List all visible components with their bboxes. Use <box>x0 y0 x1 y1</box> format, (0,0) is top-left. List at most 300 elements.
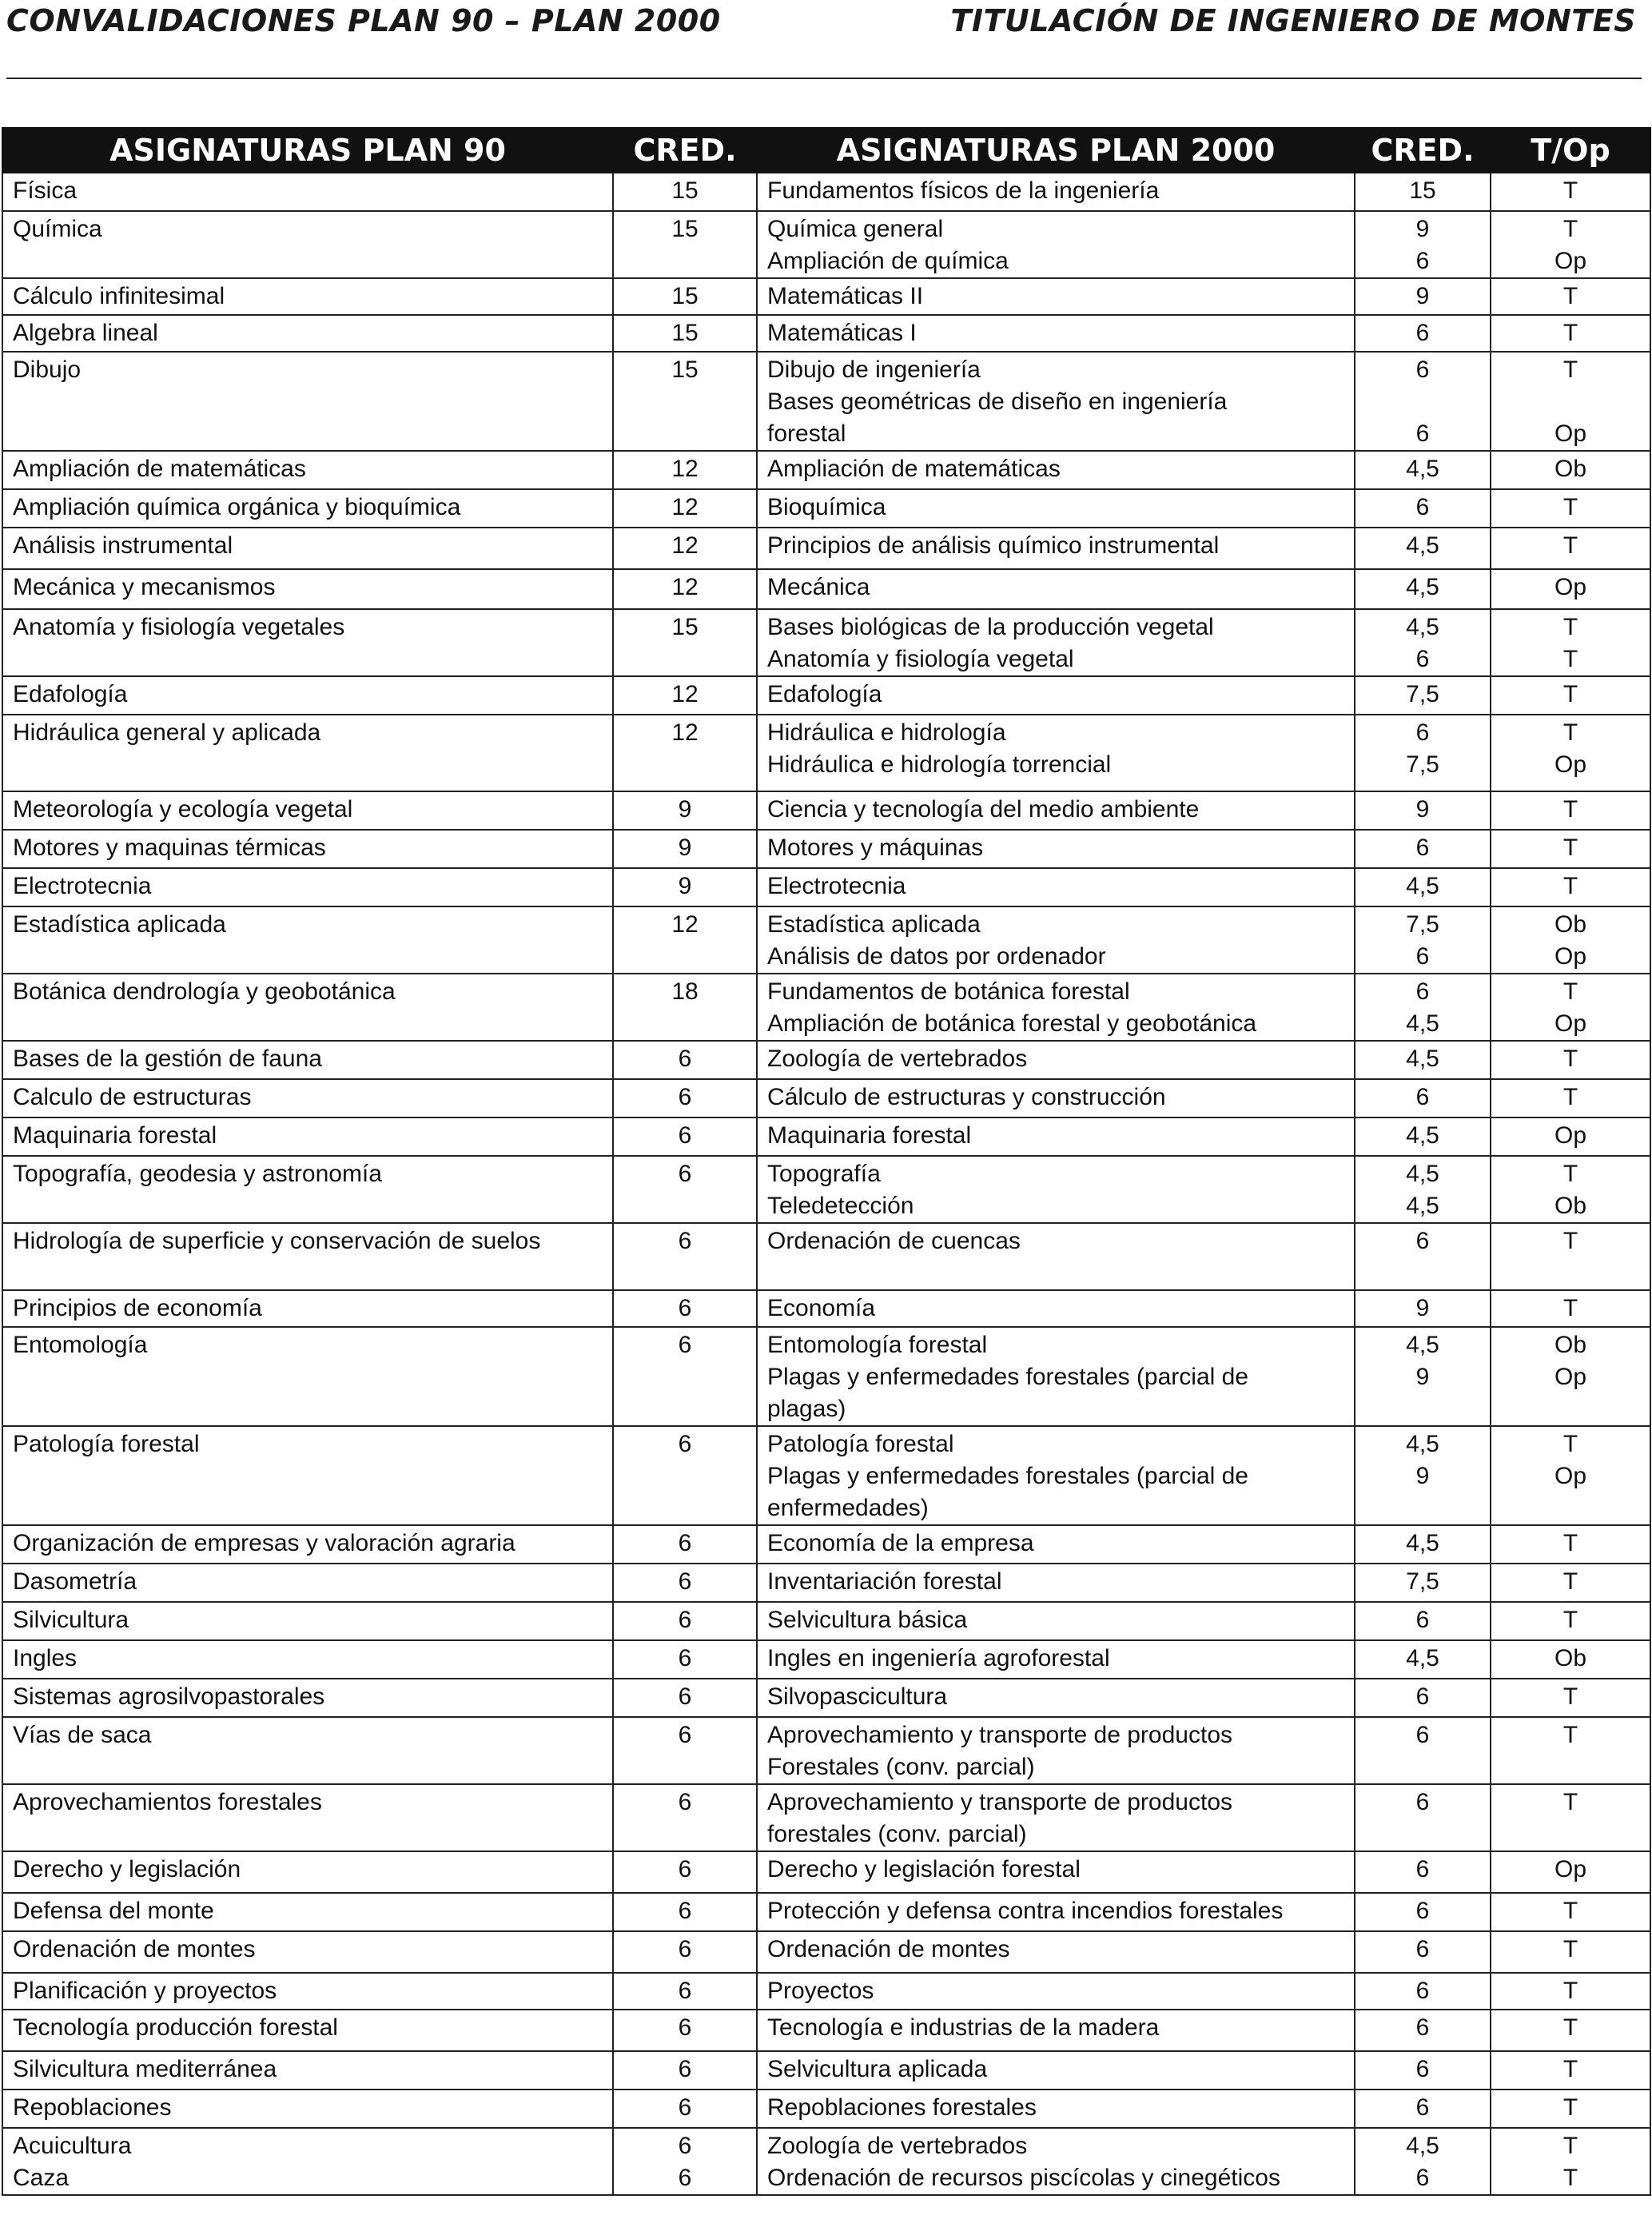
subject-plan90-text: Hidráulica general y aplicada <box>13 719 321 746</box>
subject-plan90-cell <box>2 1640 613 1679</box>
credits-plan2000-cell <box>1355 868 1491 906</box>
credits-plan2000-line: 6 <box>1415 2014 1430 2041</box>
credits-plan90-cell <box>613 1327 757 1426</box>
subject-plan90-cell <box>2 1851 613 1893</box>
table-row <box>2 1041 1650 1079</box>
table-row <box>2 352 1650 451</box>
subject-plan2000-line: Principios de análisis químico instrumental <box>767 532 1220 559</box>
credits-plan90-text: 6 <box>678 1683 692 1710</box>
subject-plan2000-line: plagas) <box>767 1396 846 1422</box>
subject-plan2000-line: Motores y máquinas <box>767 835 984 861</box>
subject-plan90-cell <box>2 352 613 451</box>
credits-plan90-text: 15 <box>671 320 699 346</box>
credits-plan90-cell <box>613 676 757 715</box>
type-cell <box>1491 451 1650 489</box>
credits-plan2000-line: 6 <box>1415 357 1430 383</box>
type-line: Ob <box>1554 911 1587 938</box>
credits-plan2000-line: 6 <box>1415 835 1430 861</box>
subject-plan2000-cell <box>757 2010 1355 2051</box>
type-line: Op <box>1554 1122 1587 1149</box>
col-header-subject-plan2000: ASIGNATURAS PLAN 2000 <box>757 128 1355 173</box>
subject-plan90-text: Aprovechamientos forestales <box>13 1789 322 1815</box>
credits-plan90-line: 6 <box>678 2133 692 2159</box>
subject-plan2000-cell <box>757 1679 1355 1717</box>
credits-plan2000-cell <box>1355 906 1491 974</box>
subject-plan2000-line: Matemáticas II <box>767 283 924 309</box>
credits-plan2000-line: 6 <box>1415 248 1430 274</box>
type-cell <box>1491 830 1650 868</box>
type-line <box>1501 1393 1640 1425</box>
type-cell <box>1491 1640 1650 1679</box>
type-cell <box>1491 1290 1650 1327</box>
credits-plan90-cell <box>613 830 757 868</box>
subject-plan2000-line: forestal <box>767 420 846 447</box>
credits-plan90-cell <box>613 1851 757 1893</box>
credits-plan90-text: 9 <box>678 796 692 823</box>
subject-plan2000-line: Mecánica <box>767 574 870 600</box>
type-line: T <box>1562 978 1578 1005</box>
credits-plan90-cell <box>613 489 757 528</box>
credits-plan90-cell <box>613 791 757 830</box>
col-header-type: T/Op <box>1491 128 1650 173</box>
table-row <box>2 1564 1650 1602</box>
subject-plan2000-line: enfermedades) <box>767 1495 929 1521</box>
subject-plan90-cell <box>2 315 613 352</box>
type-cell <box>1491 2010 1650 2051</box>
table-row <box>2 609 1650 676</box>
credits-plan2000-line: 6 <box>1415 1722 1430 1748</box>
credits-plan2000-cell <box>1355 1717 1491 1784</box>
subject-plan2000-cell <box>757 1079 1355 1117</box>
type-cell <box>1491 489 1650 528</box>
subject-plan2000-cell <box>757 1525 1355 1564</box>
table-row <box>2 1893 1650 1931</box>
credits-plan90-cell <box>613 974 757 1041</box>
subject-plan2000-line: Edafología <box>767 681 882 707</box>
table-row <box>2 715 1650 791</box>
type-line: T <box>1562 2133 1578 2159</box>
subject-plan2000-cell <box>757 1156 1355 1223</box>
subject-plan90-cell <box>2 1041 613 1079</box>
type-cell <box>1491 1327 1650 1426</box>
type-cell <box>1491 528 1650 569</box>
credits-plan2000-cell <box>1355 569 1491 609</box>
subject-plan2000-line: Zoología de vertebrados <box>767 2133 1028 2159</box>
subject-plan90-text: Dasometría <box>13 1568 137 1595</box>
subject-plan90-cell <box>2 676 613 715</box>
credits-plan90-cell <box>613 1602 757 1640</box>
subject-plan90-cell <box>2 2051 613 2090</box>
type-line: Op <box>1554 248 1587 274</box>
credits-plan90-cell <box>613 1640 757 1679</box>
subject-plan2000-cell <box>757 1893 1355 1931</box>
credits-plan2000-line: 6 <box>1415 1898 1430 1924</box>
credits-plan90-text: 6 <box>678 1722 692 1748</box>
credits-plan2000-line: 7,5 <box>1406 1568 1439 1595</box>
credits-plan2000-line: 9 <box>1415 1364 1430 1390</box>
type-line <box>1501 386 1640 418</box>
document-header-right: TITULACIÓN DE INGENIERO DE MONTES <box>950 3 1636 38</box>
credits-plan2000-line: 4,5 <box>1406 1431 1439 1457</box>
credits-plan90-text: 15 <box>671 177 699 204</box>
credits-plan2000-line: 7,5 <box>1406 911 1439 938</box>
col-header-credits-plan90: CRED. <box>613 128 757 173</box>
credits-plan2000-cell <box>1355 1327 1491 1426</box>
type-cell <box>1491 1079 1650 1117</box>
subject-plan2000-cell <box>757 1851 1355 1893</box>
type-line: Op <box>1554 574 1587 600</box>
credits-plan90-cell <box>613 1893 757 1931</box>
subject-plan90-text: Meteorología y ecología vegetal <box>13 796 353 823</box>
subject-plan2000-line: Ampliación de botánica forestal y geobotánica <box>767 1010 1257 1037</box>
subject-plan2000-line: Maquinaria forestal <box>767 1122 972 1149</box>
type-line: T <box>1562 1161 1578 1187</box>
table-row <box>2 1679 1650 1717</box>
subject-plan2000-line: Plagas y enfermedades forestales (parcial de <box>767 1364 1248 1390</box>
credits-plan2000-line: 4,5 <box>1406 1161 1439 1187</box>
credits-plan2000-cell <box>1355 1784 1491 1851</box>
subject-plan2000-line: Ampliación de matemáticas <box>767 456 1061 482</box>
credits-plan90-cell <box>613 1117 757 1156</box>
subject-plan90-text: Mecánica y mecanismos <box>13 574 276 600</box>
type-cell <box>1491 2128 1650 2195</box>
subject-plan90-text: Hidrología de superficie y conservación de suelos <box>13 1228 541 1254</box>
subject-plan2000-line: Aprovechamiento y transporte de productos <box>767 1789 1232 1815</box>
subject-plan90-text: Estadística aplicada <box>13 911 226 938</box>
subject-plan90-text: Algebra lineal <box>13 320 158 346</box>
subject-plan2000-cell <box>757 2090 1355 2128</box>
type-line: T <box>1562 1530 1578 1556</box>
credits-plan90-cell <box>613 1426 757 1525</box>
subject-plan2000-cell <box>757 1290 1355 1327</box>
type-line: T <box>1562 873 1578 899</box>
credits-plan2000-line: 4,5 <box>1406 1332 1439 1358</box>
type-line: Op <box>1554 1010 1587 1037</box>
type-line: T <box>1562 177 1578 204</box>
type-cell <box>1491 906 1650 974</box>
subject-plan2000-line: Proyectos <box>767 1978 874 2004</box>
table-row <box>2 1931 1650 1973</box>
subject-plan2000-cell <box>757 1426 1355 1525</box>
subject-plan2000-line: Estadística aplicada <box>767 911 981 938</box>
subject-plan2000-cell <box>757 278 1355 315</box>
type-line <box>1501 1492 1640 1524</box>
credits-plan90-cell <box>613 1564 757 1602</box>
subject-plan2000-cell <box>757 315 1355 352</box>
subject-plan90-text: Patología forestal <box>13 1431 200 1457</box>
subject-plan90-line: Caza <box>13 2165 70 2191</box>
subject-plan90-cell <box>2 609 613 676</box>
subject-plan90-cell <box>2 1327 613 1426</box>
subject-plan2000-cell <box>757 1117 1355 1156</box>
credits-plan2000-line: 4,5 <box>1406 614 1439 640</box>
credits-plan90-text: 6 <box>678 1295 692 1321</box>
subject-plan90-text: Química <box>13 216 102 242</box>
credits-plan90-cell <box>613 1290 757 1327</box>
credits-plan90-cell <box>613 2051 757 2090</box>
subject-plan90-cell <box>2 1564 613 1602</box>
credits-plan90-cell <box>613 906 757 974</box>
type-line: T <box>1562 283 1578 309</box>
type-line: T <box>1562 681 1578 707</box>
credits-plan90-cell <box>613 2010 757 2051</box>
credits-plan2000-cell <box>1355 1041 1491 1079</box>
subject-plan90-cell <box>2 489 613 528</box>
type-cell <box>1491 1564 1650 1602</box>
type-line: T <box>1562 1084 1578 1110</box>
credits-plan2000-line: 4,5 <box>1406 532 1439 559</box>
credits-plan90-cell <box>613 278 757 315</box>
credits-plan90-cell <box>613 2090 757 2128</box>
type-line: Ob <box>1554 456 1587 482</box>
type-line: Ob <box>1554 1193 1587 1219</box>
subject-plan90-cell <box>2 1223 613 1290</box>
subject-plan90-cell <box>2 715 613 791</box>
subject-plan2000-cell <box>757 2051 1355 2090</box>
subject-plan2000-line: Electrotecnia <box>767 873 906 899</box>
type-cell <box>1491 2051 1650 2090</box>
subject-plan2000-line: Derecho y legislación forestal <box>767 1856 1081 1882</box>
subject-plan90-text: Calculo de estructuras <box>13 1084 252 1110</box>
convalidation-table <box>2 127 1651 2196</box>
type-line: T <box>1562 532 1578 559</box>
credits-plan2000-cell <box>1355 1525 1491 1564</box>
table-row <box>2 1327 1650 1426</box>
credits-plan90-text: 9 <box>678 835 692 861</box>
credits-plan2000-cell <box>1355 1931 1491 1973</box>
subject-plan2000-line: Hidráulica e hidrología <box>767 719 1006 746</box>
subject-plan2000-line: Bases geométricas de diseño en ingeniería <box>767 388 1228 415</box>
credits-plan90-text: 6 <box>678 1084 692 1110</box>
table-body <box>2 173 1650 2195</box>
credits-plan2000-line: 4,5 <box>1406 2133 1439 2159</box>
credits-plan2000-cell <box>1355 1079 1491 1117</box>
credits-plan90-text: 6 <box>678 1645 692 1671</box>
table-row <box>2 569 1650 609</box>
credits-plan90-text: 6 <box>678 1978 692 2004</box>
subject-plan90-text: Motores y maquinas térmicas <box>13 835 326 861</box>
credits-plan2000-line: 4,5 <box>1406 1530 1439 1556</box>
credits-plan2000-line: 7,5 <box>1406 751 1439 778</box>
credits-plan2000-cell <box>1355 2090 1491 2128</box>
subject-plan2000-line: Ciencia y tecnología del medio ambiente <box>767 796 1200 823</box>
subject-plan90-text: Sistemas agrosilvopastorales <box>13 1683 325 1710</box>
type-line: T <box>1562 796 1578 823</box>
subject-plan2000-line: Economía de la empresa <box>767 1530 1034 1556</box>
credits-plan90-cell <box>613 569 757 609</box>
credits-plan2000-cell <box>1355 1564 1491 1602</box>
table-row <box>2 1117 1650 1156</box>
subject-plan90-cell <box>2 2128 613 2195</box>
credits-plan90-text: 6 <box>678 1228 692 1254</box>
credits-plan2000-cell <box>1355 715 1491 791</box>
subject-plan2000-line: Fundamentos físicos de la ingeniería <box>767 177 1160 204</box>
type-line: T <box>1562 1431 1578 1457</box>
subject-plan2000-line: Fundamentos de botánica forestal <box>767 978 1130 1005</box>
subject-plan2000-cell <box>757 1223 1355 1290</box>
credits-plan2000-cell <box>1355 1290 1491 1327</box>
subject-plan2000-line: Inventariación forestal <box>767 1568 1002 1595</box>
subject-plan90-text: Derecho y legislación <box>13 1856 241 1882</box>
subject-plan90-cell <box>2 278 613 315</box>
subject-plan90-cell <box>2 1602 613 1640</box>
subject-plan2000-line: Ampliación de química <box>767 248 1009 274</box>
credits-plan90-text: 6 <box>678 1332 692 1358</box>
type-cell <box>1491 609 1650 676</box>
credits-plan2000-line: 6 <box>1415 2056 1430 2082</box>
subject-plan90-line: Acuicultura <box>13 2133 132 2159</box>
credits-plan90-cell <box>613 2128 757 2195</box>
credits-plan2000-line: 6 <box>1415 1936 1430 1962</box>
credits-plan90-text: 6 <box>678 1046 692 1072</box>
credits-plan90-text: 6 <box>678 1789 692 1815</box>
credits-plan90-text: 12 <box>671 574 699 600</box>
subject-plan2000-cell <box>757 1602 1355 1640</box>
type-line: T <box>1562 719 1578 746</box>
subject-plan2000-cell <box>757 1973 1355 2010</box>
type-line: Op <box>1554 943 1587 970</box>
subject-plan2000-cell <box>757 868 1355 906</box>
subject-plan90-cell <box>2 2090 613 2128</box>
credits-plan90-cell <box>613 528 757 569</box>
table-row <box>2 906 1650 974</box>
subject-plan2000-cell <box>757 173 1355 211</box>
credits-plan2000-line <box>1365 386 1480 418</box>
subject-plan90-text: Topografía, geodesia y astronomía <box>13 1161 382 1187</box>
subject-plan2000-cell <box>757 1784 1355 1851</box>
subject-plan90-cell <box>2 906 613 974</box>
type-cell <box>1491 352 1650 451</box>
credits-plan2000-line <box>1365 1492 1480 1524</box>
credits-plan2000-line: 6 <box>1415 1856 1430 1882</box>
subject-plan90-text: Cálculo infinitesimal <box>13 283 225 309</box>
credits-plan2000-line: 6 <box>1415 1683 1430 1710</box>
subject-plan90-cell <box>2 1290 613 1327</box>
credits-plan2000-line: 4,5 <box>1406 456 1439 482</box>
table-row <box>2 868 1650 906</box>
credits-plan90-text: 12 <box>671 456 699 482</box>
credits-plan2000-cell <box>1355 173 1491 211</box>
credits-plan2000-cell <box>1355 1893 1491 1931</box>
credits-plan2000-line: 6 <box>1415 494 1430 520</box>
type-cell <box>1491 569 1650 609</box>
subject-plan90-text: Planificación y proyectos <box>13 1978 277 2004</box>
type-line: T <box>1562 1295 1578 1321</box>
subject-plan2000-line: Bioquímica <box>767 494 886 520</box>
table-row <box>2 2090 1650 2128</box>
subject-plan2000-cell <box>757 528 1355 569</box>
subject-plan2000-line: Patología forestal <box>767 1431 954 1457</box>
subject-plan2000-line: Anatomía y fisiología vegetal <box>767 646 1074 672</box>
credits-plan2000-line: 6 <box>1415 1084 1430 1110</box>
subject-plan90-text: Tecnología producción forestal <box>13 2014 338 2041</box>
credits-plan2000-line: 15 <box>1409 177 1436 204</box>
subject-plan2000-line: Teledetección <box>767 1193 914 1219</box>
subject-plan2000-line: Silvopascicultura <box>767 1683 948 1710</box>
subject-plan2000-line: Ordenación de montes <box>767 1936 1010 1962</box>
type-cell <box>1491 1679 1650 1717</box>
subject-plan2000-cell <box>757 2128 1355 2195</box>
credits-plan2000-cell <box>1355 352 1491 451</box>
header-rule <box>6 78 1642 79</box>
subject-plan2000-cell <box>757 352 1355 451</box>
subject-plan2000-cell <box>757 1931 1355 1973</box>
table-row <box>2 791 1650 830</box>
subject-plan90-text: Bases de la gestión de fauna <box>13 1046 322 1072</box>
subject-plan2000-line: Ordenación de cuencas <box>767 1228 1021 1254</box>
type-cell <box>1491 868 1650 906</box>
table-row <box>2 1973 1650 2010</box>
credits-plan90-text: 15 <box>671 216 699 242</box>
type-line: T <box>1562 494 1578 520</box>
type-cell <box>1491 278 1650 315</box>
credits-plan2000-cell <box>1355 1223 1491 1290</box>
subject-plan90-cell <box>2 1079 613 1117</box>
table-row <box>2 830 1650 868</box>
type-line: T <box>1562 614 1578 640</box>
credits-plan2000-line: 6 <box>1415 719 1430 746</box>
table-row <box>2 211 1650 278</box>
type-cell <box>1491 715 1650 791</box>
type-cell <box>1491 1973 1650 2010</box>
type-cell <box>1491 1602 1650 1640</box>
credits-plan2000-line: 6 <box>1415 320 1430 346</box>
credits-plan2000-cell <box>1355 1426 1491 1525</box>
type-line: T <box>1562 357 1578 383</box>
subject-plan2000-cell <box>757 211 1355 278</box>
credits-plan90-cell <box>613 173 757 211</box>
subject-plan90-text: Vías de saca <box>13 1722 152 1748</box>
credits-plan90-text: 12 <box>671 494 699 520</box>
subject-plan2000-line: Aprovechamiento y transporte de productos <box>767 1722 1232 1748</box>
credits-plan2000-cell <box>1355 489 1491 528</box>
credits-plan90-text: 12 <box>671 719 699 746</box>
type-line: Op <box>1554 420 1587 447</box>
table-row <box>2 489 1650 528</box>
subject-plan90-cell <box>2 1525 613 1564</box>
credits-plan2000-cell <box>1355 830 1491 868</box>
credits-plan2000-cell <box>1355 676 1491 715</box>
col-header-subject-plan90: ASIGNATURAS PLAN 90 <box>2 128 613 173</box>
credits-plan2000-line: 6 <box>1415 2094 1430 2121</box>
credits-plan2000-cell <box>1355 1117 1491 1156</box>
credits-plan90-text: 9 <box>678 873 692 899</box>
credits-plan2000-line: 6 <box>1415 978 1430 1005</box>
credits-plan90-text: 6 <box>678 2014 692 2041</box>
type-line <box>1501 1751 1640 1783</box>
type-cell <box>1491 1117 1650 1156</box>
credits-plan2000-cell <box>1355 1851 1491 1893</box>
credits-plan2000-cell <box>1355 2128 1491 2195</box>
subject-plan2000-line: Ordenación de recursos piscícolas y cinegéticos <box>767 2165 1280 2191</box>
subject-plan90-cell <box>2 868 613 906</box>
credits-plan2000-line: 9 <box>1415 1463 1430 1489</box>
credits-plan90-line: 6 <box>678 2165 692 2191</box>
table-row <box>2 315 1650 352</box>
credits-plan90-cell <box>613 315 757 352</box>
subject-plan90-cell <box>2 569 613 609</box>
subject-plan2000-cell <box>757 676 1355 715</box>
subject-plan90-cell <box>2 1784 613 1851</box>
credits-plan2000-line <box>1365 1393 1480 1425</box>
credits-plan2000-line: 4,5 <box>1406 1122 1439 1149</box>
subject-plan90-text: Silvicultura <box>13 1607 129 1633</box>
table-row <box>2 2010 1650 2051</box>
credits-plan2000-line: 9 <box>1415 1295 1430 1321</box>
table-row <box>2 1290 1650 1327</box>
type-line: T <box>1562 2056 1578 2082</box>
type-line: T <box>1562 1789 1578 1815</box>
